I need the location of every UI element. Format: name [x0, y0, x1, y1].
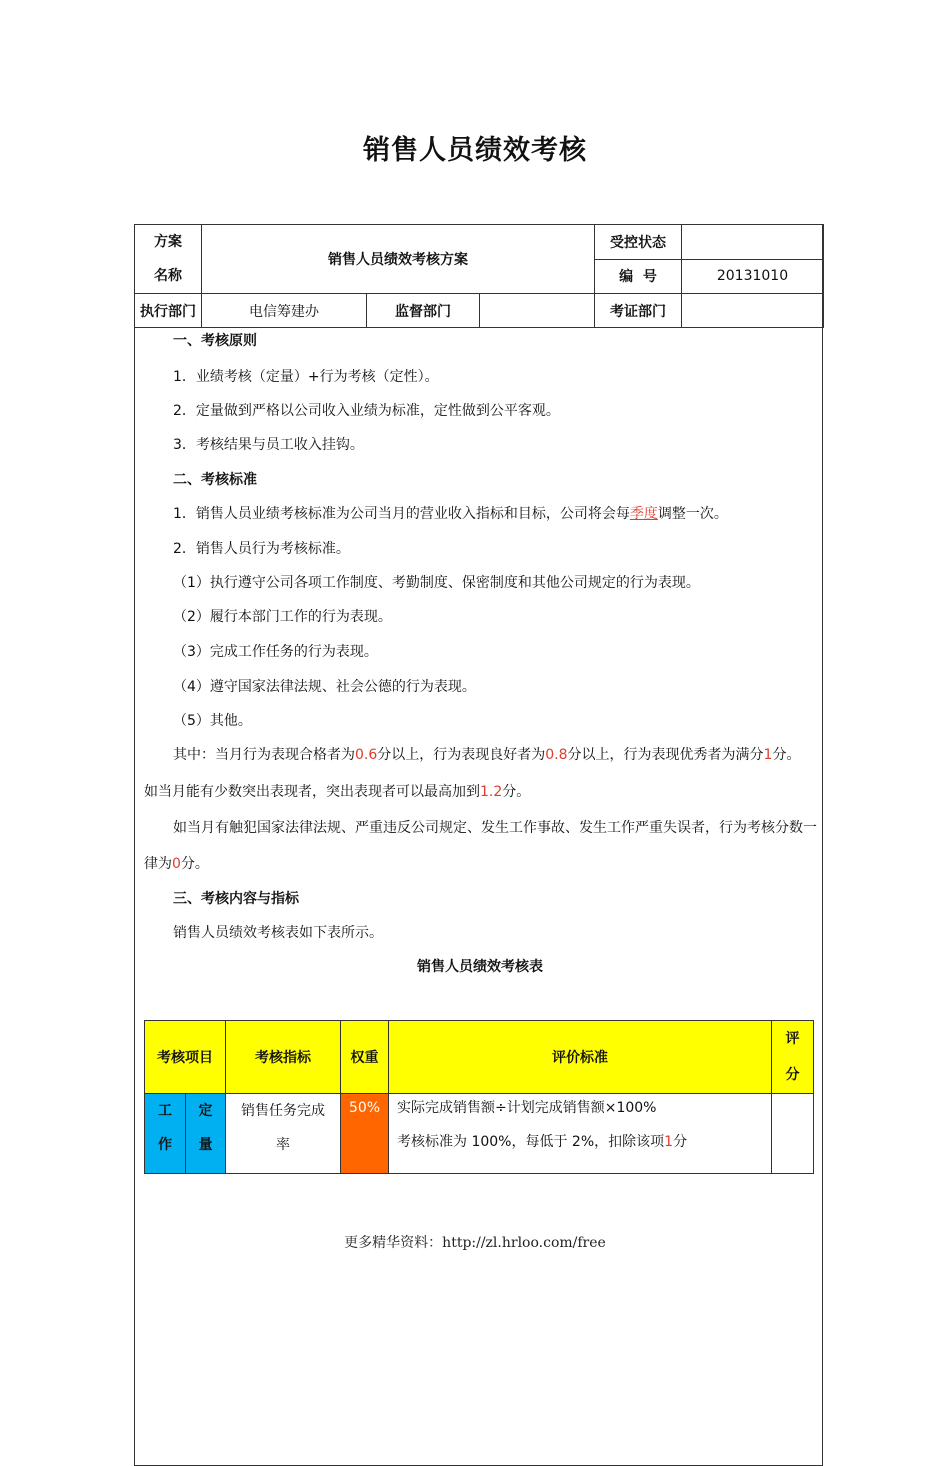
principle-2: 2．定量做到严格以公司收入业绩为标准，定性做到公平客观。: [173, 403, 560, 419]
footer-link-text: 更多精华资料：http://zl.hrloo.com/free: [344, 1235, 606, 1251]
behavior-item-3: （3）完成工作任务的行为表现。: [173, 644, 378, 660]
indicator-sales-completion: 销售任务完成 率: [226, 1094, 341, 1174]
standard-2: 2．销售人员行为考核标准。: [173, 541, 350, 557]
verify-dept-value: [682, 294, 824, 328]
section-heading-standards: 二、考核标准: [173, 472, 257, 488]
header-indicator: 考核指标: [226, 1021, 341, 1094]
scheme-name-value: 销售人员绩效考核方案: [202, 225, 595, 294]
behavior-item-2: （2）履行本部门工作的行为表现。: [173, 609, 392, 625]
quarter-highlight: 季度: [629, 506, 658, 522]
scheme-name-label: 方案 名称: [135, 225, 202, 294]
penalty-rule-line-1: 如当月有触犯国家法律法规、严重违反公司规定、发生工作事故、发生工作严重失误者，行为考核分数一: [173, 820, 817, 836]
score-rules-paragraph: 其中：当月行为表现合格者为0.6分以上，行为表现良好者为0.8分以上，行为表现优秀者为满分1分。: [173, 747, 801, 763]
header-weight: 权重: [341, 1021, 389, 1094]
criteria-cell: 实际完成销售额÷计划完成销售额×100% 考核标准为 100%，每低于 2%，扣除该项1分: [389, 1094, 772, 1174]
table-caption: 销售人员绩效考核表: [417, 959, 543, 975]
section-heading-content: 三、考核内容与指标: [173, 891, 299, 907]
control-status-value: [682, 225, 824, 260]
table-intro: 销售人员绩效考核表如下表所示。: [173, 925, 383, 941]
behavior-item-1: （1）执行遵守公司各项工作制度、考勤制度、保密制度和其他公司规定的行为表现。: [173, 575, 700, 591]
exec-dept-value: 电信筹建办: [202, 294, 367, 328]
section-heading-principles: 一、考核原则: [173, 333, 257, 349]
scheme-header-table: [134, 224, 824, 328]
verify-dept-label: 考证部门: [595, 294, 682, 328]
header-criteria: 评价标准: [389, 1021, 772, 1094]
category-work: 工 作: [145, 1094, 186, 1174]
page-title: 销售人员绩效考核: [363, 135, 587, 166]
bonus-rule-paragraph: 如当月能有少数突出表现者，突出表现者可以最高加到1.2分。: [144, 784, 531, 800]
standard-1: 1．销售人员业绩考核标准为公司当月的营业收入指标和目标，公司将会每季度调整一次。: [173, 506, 728, 522]
exec-dept-label: 执行部门: [135, 294, 202, 328]
number-label: 编 号: [595, 259, 682, 294]
table-row: [145, 1094, 814, 1174]
principle-3: 3．考核结果与员工收入挂钩。: [173, 437, 364, 453]
score-cell[interactable]: [772, 1094, 814, 1174]
evaluation-table: [144, 1020, 814, 1174]
control-status-label: 受控状态: [595, 225, 682, 260]
behavior-item-4: （4）遵守国家法律法规、社会公德的行为表现。: [173, 679, 476, 695]
penalty-rule-line-2: 律为0分。: [144, 856, 209, 872]
supervise-dept-value: [480, 294, 595, 328]
principle-1: 1．业绩考核（定量）+行为考核（定性）。: [173, 369, 439, 385]
header-item: 考核项目: [145, 1021, 226, 1094]
category-quantitative: 定 量: [186, 1094, 226, 1174]
evaluation-table-header: [145, 1021, 814, 1094]
supervise-dept-label: 监督部门: [367, 294, 480, 328]
weight-cell: 50%: [341, 1094, 389, 1174]
header-score: 评 分: [772, 1021, 814, 1094]
number-value: 20131010: [682, 259, 824, 294]
behavior-item-5: （5）其他。: [173, 713, 252, 729]
